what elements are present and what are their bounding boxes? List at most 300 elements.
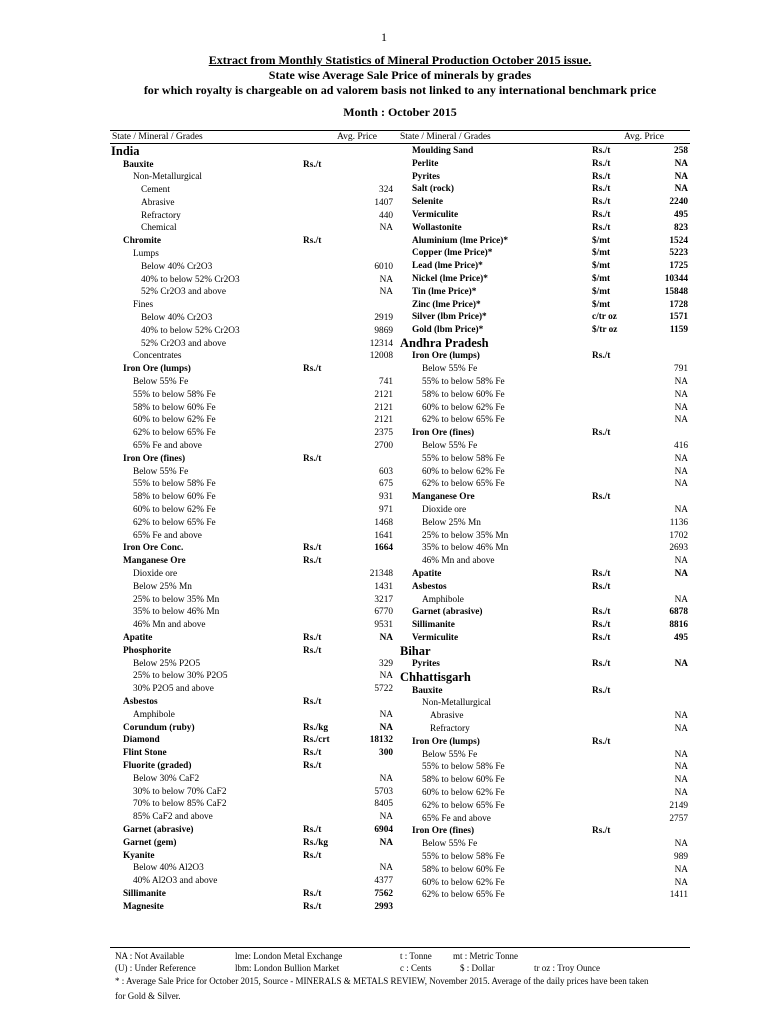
- row-label: Garnet (gem): [123, 837, 177, 848]
- mineral-row: [400, 736, 690, 749]
- grade-row: [111, 504, 396, 517]
- row-price: 300: [379, 748, 393, 759]
- grade-row: [111, 325, 396, 338]
- grade-row: [111, 274, 396, 287]
- grade-row: [400, 555, 690, 568]
- row-label: Iron Ore (lumps): [412, 736, 480, 747]
- row-label: 40% to below 52% Cr2O3: [141, 325, 240, 336]
- row-price: 9869: [374, 325, 393, 336]
- row-unit: Rs./t: [303, 159, 322, 170]
- subtitle-line-2: for which royalty is chargeable on ad valorem basis not linked to any international benchmark price: [143, 83, 657, 97]
- row-price: NA: [674, 877, 688, 888]
- row-label: Vermiculite: [412, 632, 459, 643]
- row-label: Below 55% Fe: [422, 441, 478, 452]
- grade-row: [111, 248, 396, 261]
- grade-row: [400, 478, 690, 491]
- row-unit: Rs./t: [303, 901, 322, 912]
- row-label: Salt (rock): [412, 184, 454, 195]
- row-price: NA: [379, 773, 393, 784]
- row-price: NA: [674, 466, 688, 477]
- mineral-row: [111, 235, 396, 248]
- grade-row: [400, 813, 690, 826]
- grade-row: [111, 414, 396, 427]
- left-name-header: State / Mineral / Grades: [112, 132, 203, 142]
- row-label: 65% Fe and above: [133, 441, 202, 452]
- row-unit: $/mt: [592, 299, 611, 310]
- grade-row: [111, 517, 396, 530]
- row-label: Pyrites: [412, 659, 440, 670]
- row-label: Below 30% CaF2: [133, 773, 200, 784]
- header-bottom-rule: [110, 143, 690, 144]
- row-price: 2121: [374, 415, 393, 426]
- row-label: 30% P2O5 and above: [133, 684, 214, 695]
- grade-row: [111, 350, 396, 363]
- grade-row: [400, 697, 690, 710]
- grade-row: [400, 838, 690, 851]
- mineral-row: [400, 235, 690, 248]
- row-label: Below 55% Fe: [133, 377, 189, 388]
- row-label: Below 55% Fe: [133, 466, 189, 477]
- mineral-row: [400, 427, 690, 440]
- grade-row: [400, 761, 690, 774]
- row-price: 2121: [374, 389, 393, 400]
- footnote-troy-ounce: tr oz : Troy Ounce: [534, 963, 600, 973]
- row-label: Below 25% Mn: [133, 581, 192, 592]
- row-unit: Rs./t: [592, 428, 611, 439]
- mineral-row: [111, 645, 396, 658]
- grade-row: [400, 504, 690, 517]
- row-price: 1136: [669, 517, 688, 528]
- row-price: 7562: [374, 888, 393, 899]
- row-label: 62% to below 65% Fe: [422, 800, 505, 811]
- row-price: 2240: [669, 197, 688, 208]
- row-price: NA: [674, 762, 688, 773]
- row-label: Abrasive: [430, 711, 464, 722]
- row-label: 70% to below 85% CaF2: [133, 799, 227, 810]
- row-label: 55% to below 58% Fe: [422, 377, 505, 388]
- grade-row: [111, 606, 396, 619]
- mineral-row: [400, 606, 690, 619]
- grade-row: [400, 774, 690, 787]
- row-unit: $/mt: [592, 273, 611, 284]
- mineral-row: [111, 555, 396, 568]
- subtitle-line-1: State wise Average Sale Price of minerals by grades: [268, 68, 532, 82]
- grade-row: [400, 800, 690, 813]
- row-price: 324: [379, 185, 393, 196]
- row-label: 55% to below 58% Fe: [133, 479, 216, 490]
- row-unit: $/mt: [592, 286, 611, 297]
- row-label: 62% to below 65% Fe: [422, 415, 505, 426]
- row-unit: Rs./t: [592, 171, 611, 182]
- row-price: 2375: [374, 428, 393, 439]
- row-unit: Rs./t: [303, 453, 322, 464]
- grade-row: [111, 581, 396, 594]
- row-unit: Rs./kg: [303, 837, 329, 848]
- state-heading: [400, 645, 690, 659]
- row-price: NA: [674, 479, 688, 490]
- row-price: 2693: [669, 543, 688, 554]
- row-price: 8405: [374, 799, 393, 810]
- row-label: 25% to below 35% Mn: [133, 594, 220, 605]
- row-unit: Rs./t: [592, 184, 611, 195]
- footnote-metric-tonne: mt : Metric Tonne: [453, 951, 518, 961]
- grade-row: [400, 851, 690, 864]
- row-unit: $/tr oz: [592, 325, 618, 336]
- row-label: India: [111, 144, 140, 158]
- row-price: 2121: [374, 402, 393, 413]
- mineral-row: [111, 824, 396, 837]
- mineral-row: [400, 247, 690, 260]
- grade-row: [111, 568, 396, 581]
- right-price-header: Avg. Price: [624, 132, 664, 142]
- mineral-row: [111, 542, 396, 555]
- row-unit: Rs./t: [592, 826, 611, 837]
- mineral-row: [400, 685, 690, 698]
- document-title: Extract from Monthly Statistics of Mineral Production October 2015 issue.: [208, 53, 592, 67]
- row-label: Nickel (lme Price)*: [412, 273, 488, 284]
- grade-row: [111, 402, 396, 415]
- row-label: Below 40% Cr2O3: [141, 313, 213, 324]
- grade-row: [400, 389, 690, 402]
- row-price: NA: [674, 569, 688, 579]
- row-label: 55% to below 58% Fe: [422, 453, 505, 464]
- row-label: Iron Ore (fines): [412, 428, 475, 439]
- row-label: Phosphorite: [123, 645, 172, 656]
- mineral-row: [400, 273, 690, 286]
- row-unit: Rs./t: [303, 236, 322, 247]
- row-label: Iron Ore (lumps): [412, 351, 480, 362]
- row-label: 35% to below 46% Mn: [422, 543, 509, 554]
- row-unit: Rs./kg: [303, 722, 329, 733]
- mineral-row: [111, 696, 396, 709]
- grade-row: [400, 376, 690, 389]
- grade-row: [111, 466, 396, 479]
- row-price: 791: [674, 364, 688, 375]
- mineral-row: [400, 171, 690, 184]
- row-label: Below 25% P2O5: [133, 658, 201, 669]
- mineral-row: [400, 183, 690, 196]
- row-price: 1468: [374, 517, 393, 528]
- header-top-rule: [110, 130, 690, 131]
- row-unit: Rs./t: [303, 696, 322, 707]
- grade-row: [400, 363, 690, 376]
- row-price: 2993: [374, 901, 393, 912]
- row-price: 416: [674, 441, 688, 452]
- row-label: Iron Ore (fines): [123, 453, 186, 464]
- row-price: 10344: [664, 273, 688, 284]
- row-unit: Rs./t: [592, 607, 611, 618]
- row-label: 55% to below 58% Fe: [422, 762, 505, 773]
- grade-row: [111, 491, 396, 504]
- mineral-row: [400, 222, 690, 235]
- row-label: 60% to below 62% Fe: [422, 787, 505, 798]
- row-price: 5703: [374, 786, 393, 797]
- row-price: 1725: [669, 261, 688, 272]
- row-price: 1159: [669, 325, 688, 336]
- grade-row: [111, 875, 396, 888]
- row-price: NA: [674, 556, 688, 567]
- grade-row: [111, 338, 396, 351]
- grade-row: [400, 402, 690, 415]
- row-label: 58% to below 60% Fe: [422, 864, 505, 875]
- state-heading: [111, 145, 396, 159]
- grade-row: [111, 683, 396, 696]
- mineral-row: [400, 299, 690, 312]
- row-label: Amphibole: [133, 709, 175, 720]
- row-price: 2757: [669, 813, 688, 824]
- row-price: 1524: [669, 235, 688, 246]
- grade-row: [400, 787, 690, 800]
- row-unit: Rs./t: [592, 632, 611, 643]
- row-price: 6770: [374, 607, 393, 618]
- row-price: NA: [674, 594, 688, 605]
- row-unit: $/mt: [592, 248, 611, 259]
- row-label: Bauxite: [123, 159, 154, 170]
- row-price: NA: [674, 415, 688, 426]
- grade-row: [400, 517, 690, 530]
- row-price: NA: [379, 722, 393, 733]
- row-price: NA: [674, 389, 688, 400]
- row-label: 30% to below 70% CaF2: [133, 786, 227, 797]
- row-price: 21348: [369, 569, 393, 579]
- row-price: NA: [674, 171, 688, 182]
- row-price: NA: [379, 863, 393, 874]
- row-unit: Rs./t: [303, 888, 322, 899]
- grade-row: [400, 466, 690, 479]
- row-label: Bihar: [400, 643, 431, 658]
- mineral-row: [111, 760, 396, 773]
- row-label: 58% to below 60% Fe: [133, 492, 216, 503]
- row-label: Amphibole: [422, 594, 464, 605]
- row-price: 2149: [669, 800, 688, 811]
- row-unit: Rs./t: [303, 824, 322, 835]
- row-price: 329: [379, 658, 393, 669]
- mineral-row: [400, 209, 690, 222]
- grade-row: [111, 376, 396, 389]
- row-price: NA: [674, 711, 688, 722]
- row-label: Manganese Ore: [123, 556, 186, 567]
- row-label: 62% to below 65% Fe: [422, 479, 505, 490]
- row-label: Below 25% Mn: [422, 517, 481, 528]
- left-price-header: Avg. Price: [337, 132, 377, 142]
- row-unit: Rs./t: [592, 209, 611, 220]
- grade-row: [111, 312, 396, 325]
- row-unit: Rs./t: [303, 645, 322, 656]
- grade-row: [400, 453, 690, 466]
- row-label: Diamond: [123, 735, 160, 746]
- grade-row: [111, 709, 396, 722]
- row-label: 62% to below 65% Fe: [133, 517, 216, 528]
- grade-row: [111, 197, 396, 210]
- row-price: 971: [379, 505, 393, 516]
- row-price: 2700: [374, 441, 393, 452]
- row-price: 5722: [374, 684, 393, 695]
- row-label: Flint Stone: [123, 748, 167, 759]
- row-label: Manganese Ore: [412, 492, 475, 503]
- footnote-cents: c : Cents: [400, 963, 432, 973]
- grade-row: [111, 773, 396, 786]
- row-label: Iron Ore Conc.: [123, 543, 184, 554]
- footnote-lme: lme: London Metal Exchange: [235, 951, 343, 961]
- row-price: NA: [674, 453, 688, 464]
- row-price: 675: [379, 479, 393, 490]
- row-label: 58% to below 60% Fe: [422, 389, 505, 400]
- row-label: Wollastonite: [412, 222, 462, 233]
- row-unit: Rs./t: [303, 748, 322, 759]
- mineral-row: [400, 581, 690, 594]
- row-price: 18132: [369, 735, 393, 746]
- row-price: 931: [379, 492, 393, 503]
- row-label: Andhra Pradesh: [400, 335, 489, 350]
- row-unit: Rs./t: [303, 632, 322, 643]
- row-label: Refractory: [430, 723, 470, 734]
- mineral-row: [111, 734, 396, 747]
- row-price: NA: [674, 787, 688, 798]
- grade-row: [111, 798, 396, 811]
- row-label: Tin (lme Price)*: [412, 286, 477, 297]
- row-price: 6010: [374, 261, 393, 272]
- row-price: NA: [674, 723, 688, 734]
- row-label: Kyanite: [123, 850, 155, 861]
- row-price: NA: [674, 749, 688, 760]
- grade-row: [111, 440, 396, 453]
- row-price: 741: [379, 377, 393, 388]
- row-label: Lumps: [133, 249, 159, 260]
- row-price: NA: [674, 659, 688, 670]
- grade-row: [111, 811, 396, 824]
- mineral-row: [400, 350, 690, 363]
- row-label: Below 40% Cr2O3: [141, 261, 213, 272]
- row-price: 12314: [369, 338, 393, 349]
- row-price: 12008: [369, 351, 393, 362]
- row-label: Copper (lme Price)*: [412, 248, 493, 259]
- row-label: 58% to below 60% Fe: [133, 402, 216, 413]
- row-price: 1571: [669, 312, 688, 323]
- row-price: 823: [674, 222, 688, 233]
- grade-row: [111, 210, 396, 223]
- row-label: 85% CaF2 and above: [133, 812, 213, 823]
- row-label: 60% to below 62% Fe: [422, 877, 505, 888]
- row-unit: Rs./t: [592, 492, 611, 503]
- row-label: 60% to below 62% Fe: [133, 505, 216, 516]
- row-label: Iron Ore (fines): [412, 826, 475, 837]
- row-label: 52% Cr2O3 and above: [141, 287, 226, 298]
- grade-row: [400, 530, 690, 543]
- row-label: Fluorite (graded): [123, 760, 192, 771]
- row-price: 1702: [669, 530, 688, 541]
- row-label: Sillimanite: [412, 620, 455, 631]
- row-price: 1641: [374, 530, 393, 541]
- row-label: Asbestos: [123, 696, 158, 707]
- row-label: Vermiculite: [412, 209, 459, 220]
- row-label: Moulding Sand: [412, 146, 474, 156]
- row-unit: Rs./t: [303, 364, 322, 375]
- row-unit: Rs./crt: [303, 735, 330, 746]
- row-price: 6904: [374, 824, 393, 835]
- row-price: 4377: [374, 876, 393, 887]
- grade-row: [400, 723, 690, 736]
- row-price: NA: [674, 775, 688, 786]
- footer-rule: [110, 947, 690, 948]
- grade-row: [111, 286, 396, 299]
- row-label: Refractory: [141, 210, 181, 221]
- row-price: NA: [379, 632, 393, 643]
- grade-row: [111, 389, 396, 402]
- page-number: 1: [381, 30, 387, 44]
- mineral-row: [400, 825, 690, 838]
- row-label: Below 55% Fe: [422, 839, 478, 850]
- grade-row: [400, 542, 690, 555]
- row-label: 60% to below 62% Fe: [133, 415, 216, 426]
- mineral-row: [400, 260, 690, 273]
- row-label: 65% Fe and above: [133, 530, 202, 541]
- row-unit: Rs./t: [592, 659, 611, 670]
- row-unit: Rs./t: [592, 569, 611, 579]
- row-label: Fines: [133, 300, 154, 311]
- row-price: NA: [379, 671, 393, 682]
- row-price: 1664: [374, 543, 393, 554]
- mineral-row: [400, 286, 690, 299]
- mineral-row: [400, 145, 690, 158]
- grade-row: [400, 877, 690, 890]
- row-label: Corundum (ruby): [123, 722, 195, 733]
- mineral-row: [400, 196, 690, 209]
- row-label: Cement: [141, 185, 170, 196]
- row-unit: Rs./t: [303, 760, 322, 771]
- row-unit: c/tr oz: [592, 312, 617, 323]
- grade-row: [111, 658, 396, 671]
- row-unit: Rs./t: [592, 146, 611, 156]
- month-label: Month : October 2015: [343, 105, 457, 119]
- row-unit: Rs./t: [592, 620, 611, 631]
- row-label: Chemical: [141, 223, 177, 234]
- grade-row: [111, 184, 396, 197]
- row-unit: Rs./t: [303, 556, 322, 567]
- mineral-row: [111, 722, 396, 735]
- mineral-row: [111, 363, 396, 376]
- row-label: 46% Mn and above: [133, 620, 206, 631]
- row-price: NA: [379, 812, 393, 823]
- row-unit: Rs./t: [592, 351, 611, 362]
- row-price: 6878: [669, 607, 688, 618]
- row-label: 25% to below 30% P2O5: [133, 671, 228, 682]
- mineral-row: [111, 632, 396, 645]
- mineral-row: [111, 888, 396, 901]
- mineral-row: [400, 568, 690, 581]
- row-price: NA: [674, 377, 688, 388]
- row-price: NA: [379, 223, 393, 234]
- grade-row: [111, 299, 396, 312]
- grade-row: [111, 786, 396, 799]
- footnote-dollar: $ : Dollar: [460, 963, 495, 973]
- row-label: Abrasive: [141, 197, 175, 208]
- grade-row: [111, 594, 396, 607]
- row-price: 1431: [374, 581, 393, 592]
- mineral-row: [400, 491, 690, 504]
- row-price: 603: [379, 466, 393, 477]
- grade-row: [400, 710, 690, 723]
- row-unit: Rs./t: [592, 197, 611, 208]
- row-label: Selenite: [412, 197, 443, 208]
- row-price: NA: [379, 287, 393, 298]
- row-price: 258: [674, 146, 688, 156]
- row-label: Dioxide ore: [422, 505, 467, 516]
- row-price: NA: [674, 839, 688, 850]
- row-label: Garnet (abrasive): [123, 824, 194, 835]
- row-label: 46% Mn and above: [422, 556, 495, 567]
- row-price: 3217: [374, 594, 393, 605]
- grade-row: [111, 862, 396, 875]
